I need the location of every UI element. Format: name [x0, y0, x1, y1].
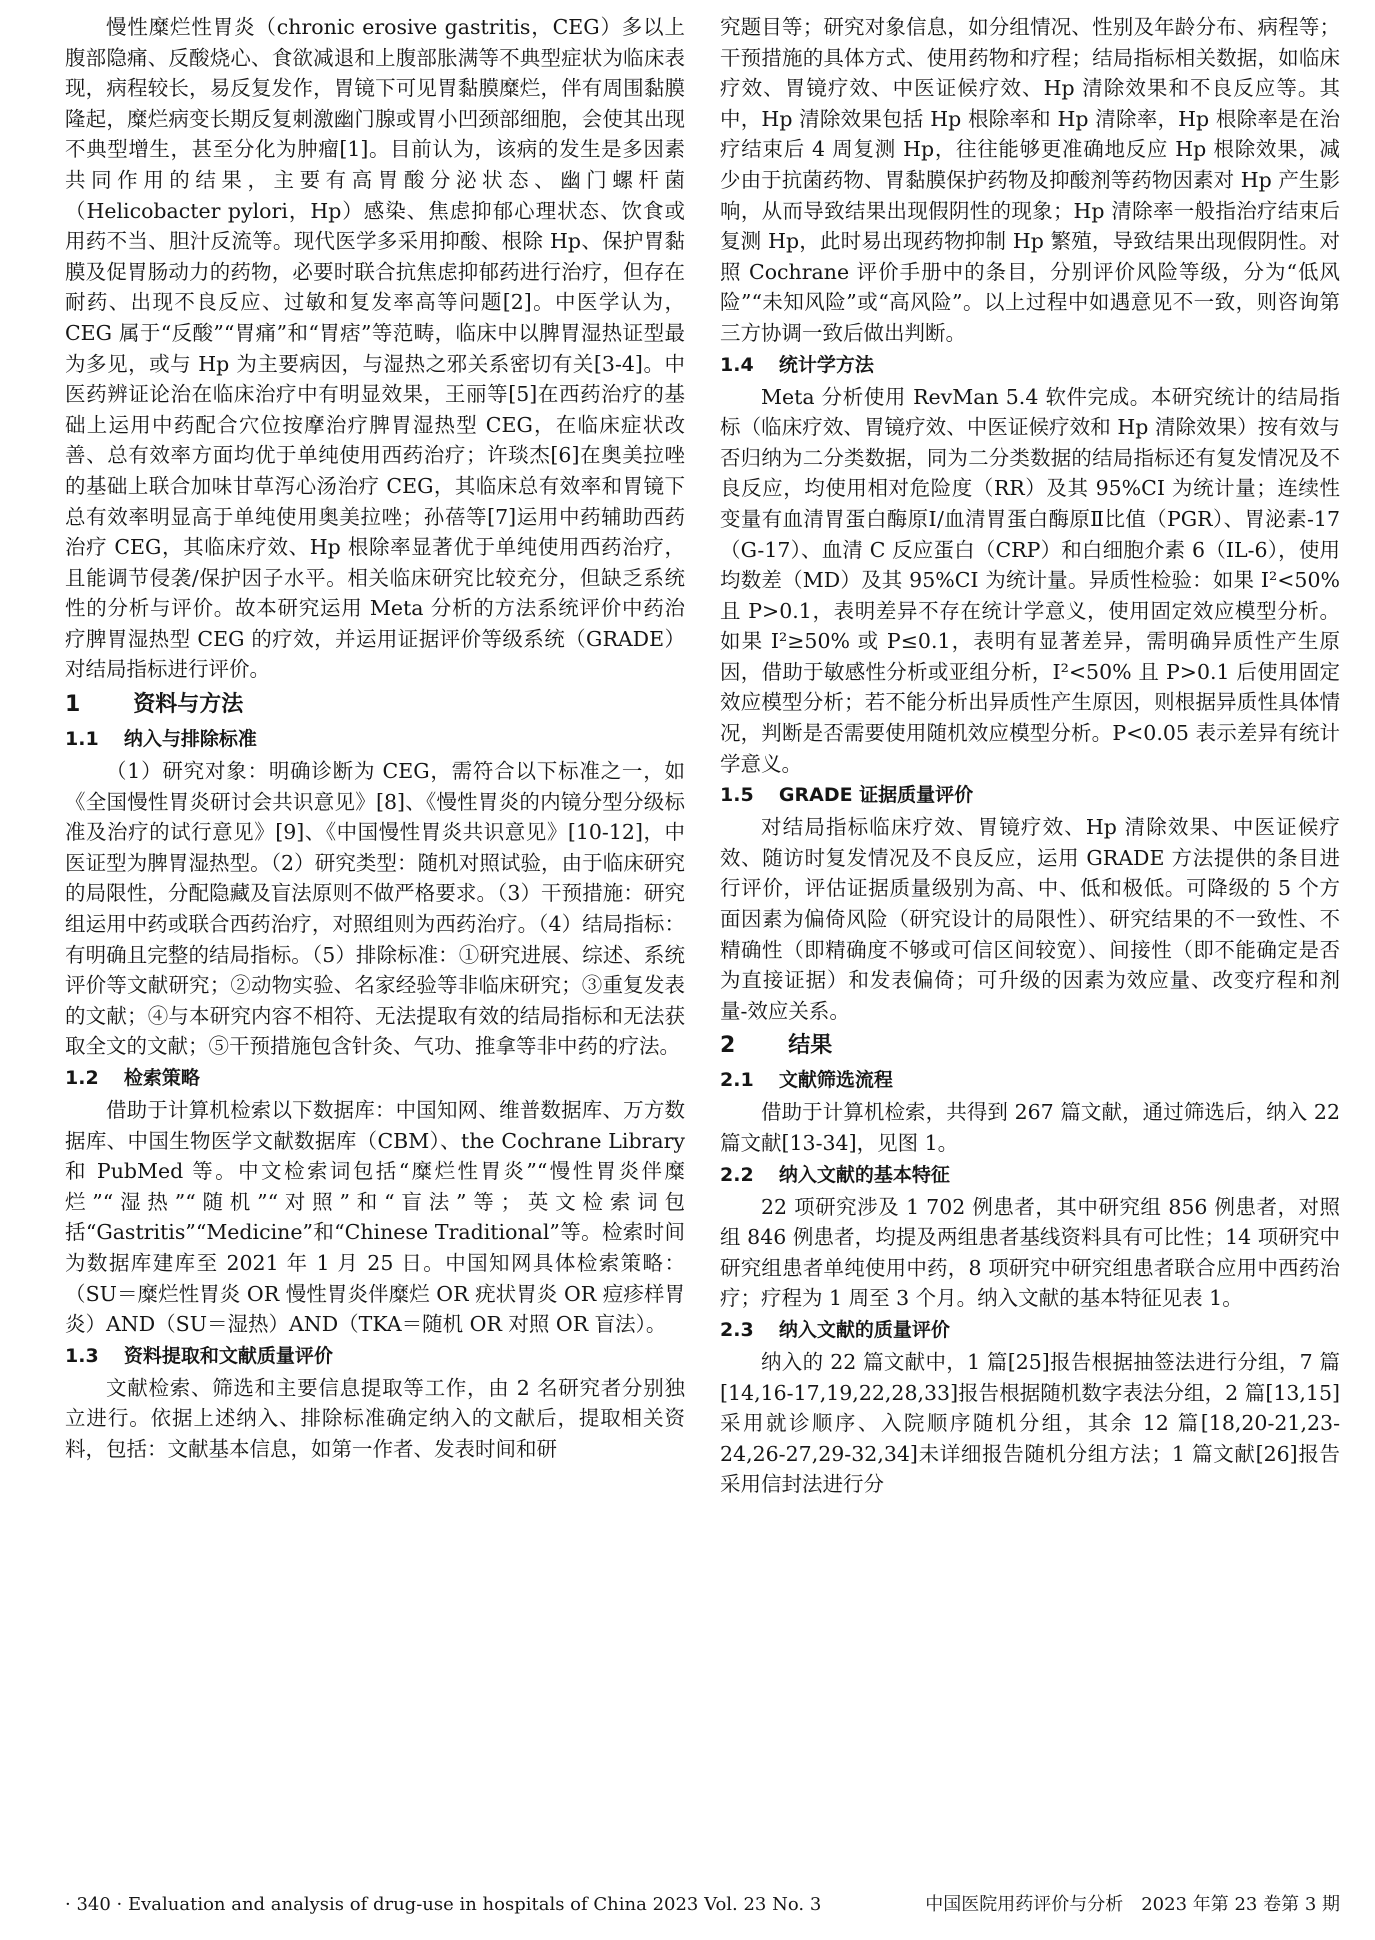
footer-journal-chinese: 中国医院用药评价与分析 2023 年第 23 卷第 3 期 — [925, 1894, 1340, 1915]
subsection-number: 2.1 — [720, 1069, 754, 1092]
section-number: 1 — [65, 692, 81, 718]
subsection-heading-2-3 — [720, 1314, 1340, 1347]
data-extraction-paragraph: 文献检索、筛选和主要信息提取等工作，由 2 名研究者分别独立进行。依据上述纳入、排除标准确定纳入的文献后，提取相关资料，包括：文献基本信息，如第一作者、发表时间和研 — [65, 1375, 685, 1461]
screening-paragraph: 借助于计算机检索，共得到 267 篇文献，通过筛选后，纳入 22 篇文献[13-34]，见图 1。 — [720, 1100, 1340, 1155]
section-heading-2 — [720, 1028, 1340, 1064]
subsection-title: 纳入文献的基本特征 — [778, 1163, 950, 1186]
subsection-title: 纳入文献的质量评价 — [778, 1318, 950, 1341]
subsection-heading-2-1 — [720, 1064, 1340, 1097]
subsection-heading-1-5 — [720, 779, 1340, 812]
footer-journal-english: · 340 · Evaluation and analysis of drug-use in hospitals of China 2023 Vol. 23 No. 3 — [65, 1894, 822, 1915]
search-strategy-paragraph: 借助于计算机检索以下数据库：中国知网、维普数据库、万方数据库、中国生物医学文献数据库（CBM）、the Cochrane Library 和 PubMed 等。中文检索词包括“糜烂性胃炎”“慢性胃炎伴糜烂”“湿热”“随机”“对照”和“盲法”等；英文检索词包括“Gastritis”“Medicine”和“Chinese Traditional”等。检索时间为数据库建库至 2021 年 1 月 25 日。中国知网具体检索策略：（SU＝糜烂性胃炎 OR 慢性胃炎伴糜烂 OR 疣状胃炎 OR 痘疹样胃炎）AND（SU＝湿热）AND（TKA＝随机 OR 对照 OR 盲法）。 — [65, 1098, 685, 1337]
subsection-title: 检索策略 — [123, 1067, 200, 1089]
subsection-heading-1-4 — [720, 349, 1340, 382]
statistics-paragraph: Meta 分析使用 RevMan 5.4 软件完成。本研究统计的结局指标（临床疗效、胃镜疗效、中医证候疗效和 Hp 清除效果）按有效与否归纳为二分类数据，同为二分类数据的结局指标还有复发情况及不良反应，均使用相对危险度（RR）及其 95%CI 为统计量；连续性变量有血清胃蛋白酶原Ⅰ/血清胃蛋白酶原Ⅱ比值（PGR）、胃泌素-17（G-17）、血清 C 反应蛋白（CRP）和白细胞介素 6（IL-6），使用均数差（MD）及其 95%CI 为统计量。异质性检验：如果 I²<50% 且 P>0.1，表明差异不存在统计学意义，使用固定效应模型分析。如果 I²≥50% 或 P≤0.1，表明有显著差异，需明确异质性产生原因，借助于敏感性分析或亚组分析，I²<50% 且 P>0.1 后使用固定效应模型分析；若不能分析出异质性产生原因，则根据异质性具体情况，判断是否需要使用随机效应模型分析。P<0.05 表示差异有统计学意义。 — [720, 384, 1340, 776]
subsection-number: 1.1 — [65, 728, 99, 751]
subsection-title: 统计学方法 — [778, 353, 874, 376]
subsection-heading-1-3 — [65, 1340, 685, 1373]
subsection-heading-2-2 — [720, 1159, 1340, 1192]
section-title: 资料与方法 — [133, 692, 244, 718]
right-column — [720, 12, 1340, 1500]
inclusion-criteria-paragraph: （1）研究对象：明确诊断为 CEG，需符合以下标准之一，如《全国慢性胃炎研讨会共识意见》[8]、《慢性胃炎的内镜分型分级标准及治疗的试行意见》[9]、《中国慢性胃炎共识意见》[10-12]，中医证型为脾胃湿热型。（2）研究类型：随机对照试验，由于临床研究的局限性，分配隐藏及盲法原则不做严格要求。（3）干预措施：研究组运用中药或联合西药治疗，对照组则为西药治疗。（4）结局指标：有明确且完整的结局指标。（5）排除标准：①研究进展、综述、系统评价等文献研究；②动物实验、名家经验等非临床研究；③重复发表的文献；④与本研究内容不相符、无法提取有效的结局指标和无法获取全文的文献；⑤干预措施包含针灸、气功、推拿等非中药的疗法。 — [65, 759, 685, 1059]
section-heading-1 — [65, 687, 685, 723]
quality-paragraph: 纳入的 22 篇文献中，1 篇[25]报告根据抽签法进行分组，7 篇[14,16-17,19,22,28,33]报告根据随机数字表法分组，2 篇[13,15]采用就诊顺序、入院顺序随机分组，其余 12 篇[18,20-21,23-24,26-27,29-32,34]未详细报告随机分组方法；1 篇文献[26]报告采用信封法进行分 — [720, 1349, 1340, 1497]
data-extraction-continued: 究题目等；研究对象信息，如分组情况、性别及年龄分布、病程等；干预措施的具体方式、使用药物和疗程；结局指标相关数据，如临床疗效、胃镜疗效、中医证候疗效、Hp 清除效果和不良反应等。其中，Hp 清除效果包括 Hp 根除率和 Hp 清除率，Hp 根除率是在治疗结束后 4 周复测 Hp，往往能够更准确地反应 Hp 根除效果，减少由于抗菌药物、胃黏膜保护药物及抑酸剂等药物因素对 Hp 产生影响，从而导致结果出现假阴性的现象；Hp 清除率一般指治疗结束后复测 Hp，此时易出现药物抑制 Hp 繁殖，导致结果出现假阴性。对照 Cochrane 评价手册中的条目，分别评价风险等级，分为“低风险”“未知风险”或“高风险”。以上过程中如遇意见不一致，则咨询第三方协调一致后做出判断。 — [720, 15, 1340, 345]
section-title: 结果 — [788, 1033, 833, 1059]
subsection-number: 1.3 — [65, 1344, 99, 1367]
subsection-number: 2.3 — [720, 1318, 754, 1341]
intro-paragraph: 慢性糜烂性胃炎（chronic erosive gastritis，CEG）多以上腹部隐痛、反酸烧心、食欲减退和上腹部胀满等不典型症状为临床表现，病程较长，易反复发作，胃镜下可见胃黏膜糜烂，伴有周围黏膜隆起，糜烂病变长期反复刺激幽门腺或胃小凹颈部细胞，会使其出现不典型增生，甚至分化为肿瘤[1]。目前认为，该病的发生是多因素共同作用的结果，主要有高胃酸分泌状态、幽门螺杆菌（Helicobacter pylori，Hp）感染、焦虑抑郁心理状态、饮食或用药不当、胆汁反流等。现代医学多采用抑酸、根除 Hp、保护胃黏膜及促胃肠动力的药物，必要时联合抗焦虑抑郁药进行治疗，但存在耐药、出现不良反应、过敏和复发率高等问题[2]。中医学认为，CEG 属于“反酸”“胃痛”和“胃痞”等范畴，临床中以脾胃湿热证型最为多见，或与 Hp 为主要病因，与湿热之邪关系密切有关[3-4]。中医药辨证论治在临床治疗中有明显效果，王丽等[5]在西药治疗的基础上运用中药配合穴位按摩治疗脾胃湿热型 CEG，在临床症状改善、总有效率方面均优于单纯使用西药治疗；许琰杰[6]在奥美拉唑的基础上联合加味甘草泻心汤治疗 CEG，其临床总有效率和胃镜下总有效率明显高于单纯使用奥美拉唑；孙蓓等[7]运用中药辅助西药治疗 CEG，其临床疗效、Hp 根除率显著优于单纯使用西药治疗，且能调节侵袭/保护因子水平。相关临床研究比较充分，但缺乏系统性的分析与评价。故本研究运用 Meta 分析的方法系统评价中药治疗脾胃湿热型 CEG 的疗效，并运用证据评价等级系统（GRADE）对结局指标进行评价。 — [65, 15, 685, 682]
subsection-heading-1-2 — [65, 1062, 685, 1095]
section-number: 2 — [720, 1033, 736, 1059]
grade-paragraph: 对结局指标临床疗效、胃镜疗效、Hp 清除效果、中医证候疗效、随访时复发情况及不良反应，运用 GRADE 方法提供的条目进行评价，评估证据质量级别为高、中、低和极低。可降级的 5 个方面因素为偏倚风险（研究设计的局限性）、研究结果的不一致性、不精确性（即精确度不够或可信区间较宽）、间接性（即不能确定是否为直接证据）和发表偏倚；可升级的因素为效应量、改变疗程和剂量-效应关系。 — [720, 815, 1340, 1023]
subsection-number: 1.4 — [720, 353, 754, 376]
left-column — [65, 12, 685, 1465]
characteristics-paragraph: 22 项研究涉及 1 702 例患者，其中研究组 856 例患者，对照组 846 例患者，均提及两组患者基线资料具有可比性；14 项研究中研究组患者单纯使用中药，8 项研究中研究组患者联合应用中西药治疗；疗程为 1 周至 3 个月。纳入文献的基本特征见表 1。 — [720, 1194, 1340, 1311]
subsection-title: 文献筛选流程 — [778, 1069, 893, 1092]
subsection-number: 2.2 — [720, 1163, 754, 1186]
subsection-title: 纳入与排除标准 — [123, 728, 257, 751]
subsection-title: GRADE 证据质量评价 — [778, 784, 974, 807]
subsection-heading-1-1 — [65, 723, 685, 756]
subsection-number: 1.5 — [720, 784, 754, 807]
subsection-title: 资料提取和文献质量评价 — [123, 1344, 333, 1367]
subsection-number: 1.2 — [65, 1067, 99, 1089]
